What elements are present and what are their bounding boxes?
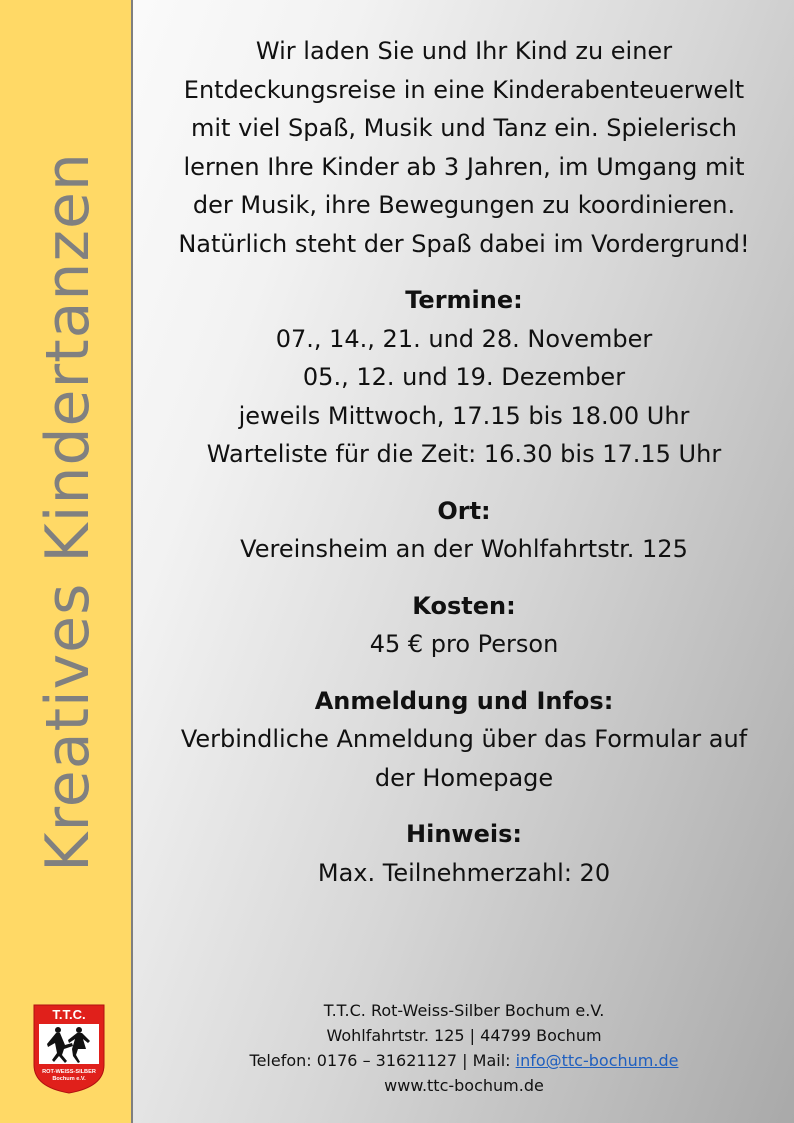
ort-section <box>134 492 794 569</box>
anmeldung-heading: Anmeldung und Infos: <box>314 686 614 715</box>
sidebar-title: Kreatives Kindertanzen <box>33 152 103 872</box>
logo-top-text: T.T.C. <box>52 1007 86 1022</box>
footer-website: www.ttc-bochum.de <box>384 1076 544 1095</box>
intro-line: Entdeckungsreise in eine Kinderabenteuerwelt <box>183 75 745 104</box>
intro-line: Wir laden Sie und Ihr Kind zu einer <box>255 37 673 65</box>
anmeldung-line: der Homepage <box>374 763 554 792</box>
footer-club-name: T.T.C. Rot-Weiss-Silber Bochum e.V. <box>323 1001 605 1020</box>
hinweis-line: Max. Teilnehmerzahl: 20 <box>317 858 611 887</box>
anmeldung-section <box>134 682 794 798</box>
termine-heading: Termine: <box>405 286 523 314</box>
kosten-heading: Kosten: <box>412 591 516 620</box>
sidebar <box>0 0 133 1123</box>
main-content <box>134 32 794 892</box>
termine-line: Warteliste für die Zeit: 16.30 bis 17.15 Uhr <box>206 440 722 468</box>
intro-text <box>134 32 794 263</box>
email-link[interactable]: info@ttc-bochum.de <box>515 1051 679 1070</box>
hinweis-section <box>134 815 794 892</box>
kosten-section <box>134 587 794 664</box>
intro-line: mit viel Spaß, Musik und Tanz ein. Spielerisch <box>191 114 737 142</box>
kosten-line: 45 € pro Person <box>369 630 559 658</box>
ttc-logo-icon <box>32 1003 106 1095</box>
hinweis-heading: Hinweis: <box>406 820 522 848</box>
footer-address: Wohlfahrtstr. 125 | 44799 Bochum <box>326 1026 602 1045</box>
termine-line: jeweils Mittwoch, 17.15 bis 18.00 Uhr <box>238 401 690 430</box>
termine-section <box>134 281 794 474</box>
anmeldung-line: Verbindliche Anmeldung über das Formular auf <box>180 725 748 753</box>
intro-line: der Musik, ihre Bewegungen zu koordinieren. <box>192 191 736 219</box>
footer <box>134 998 794 1098</box>
termine-line: 05., 12. und 19. Dezember <box>302 363 626 391</box>
logo-bottom-line2: Bochum e.V. <box>52 1076 86 1082</box>
termine-line: 07., 14., 21. und 28. November <box>275 324 653 353</box>
intro-line: Natürlich steht der Spaß dabei im Vordergrund! <box>178 229 750 258</box>
footer-contact <box>134 1048 794 1073</box>
ort-line: Vereinsheim an der Wohlfahrtstr. 125 <box>240 535 688 563</box>
footer-phone: Telefon: 0176 – 31621127 | Mail: <box>249 1051 516 1070</box>
logo-bottom-line1: ROT-WEISS-SILBER <box>42 1069 96 1075</box>
ort-heading: Ort: <box>437 496 491 525</box>
intro-line: lernen Ihre Kinder ab 3 Jahren, im Umgang mit <box>183 152 745 181</box>
